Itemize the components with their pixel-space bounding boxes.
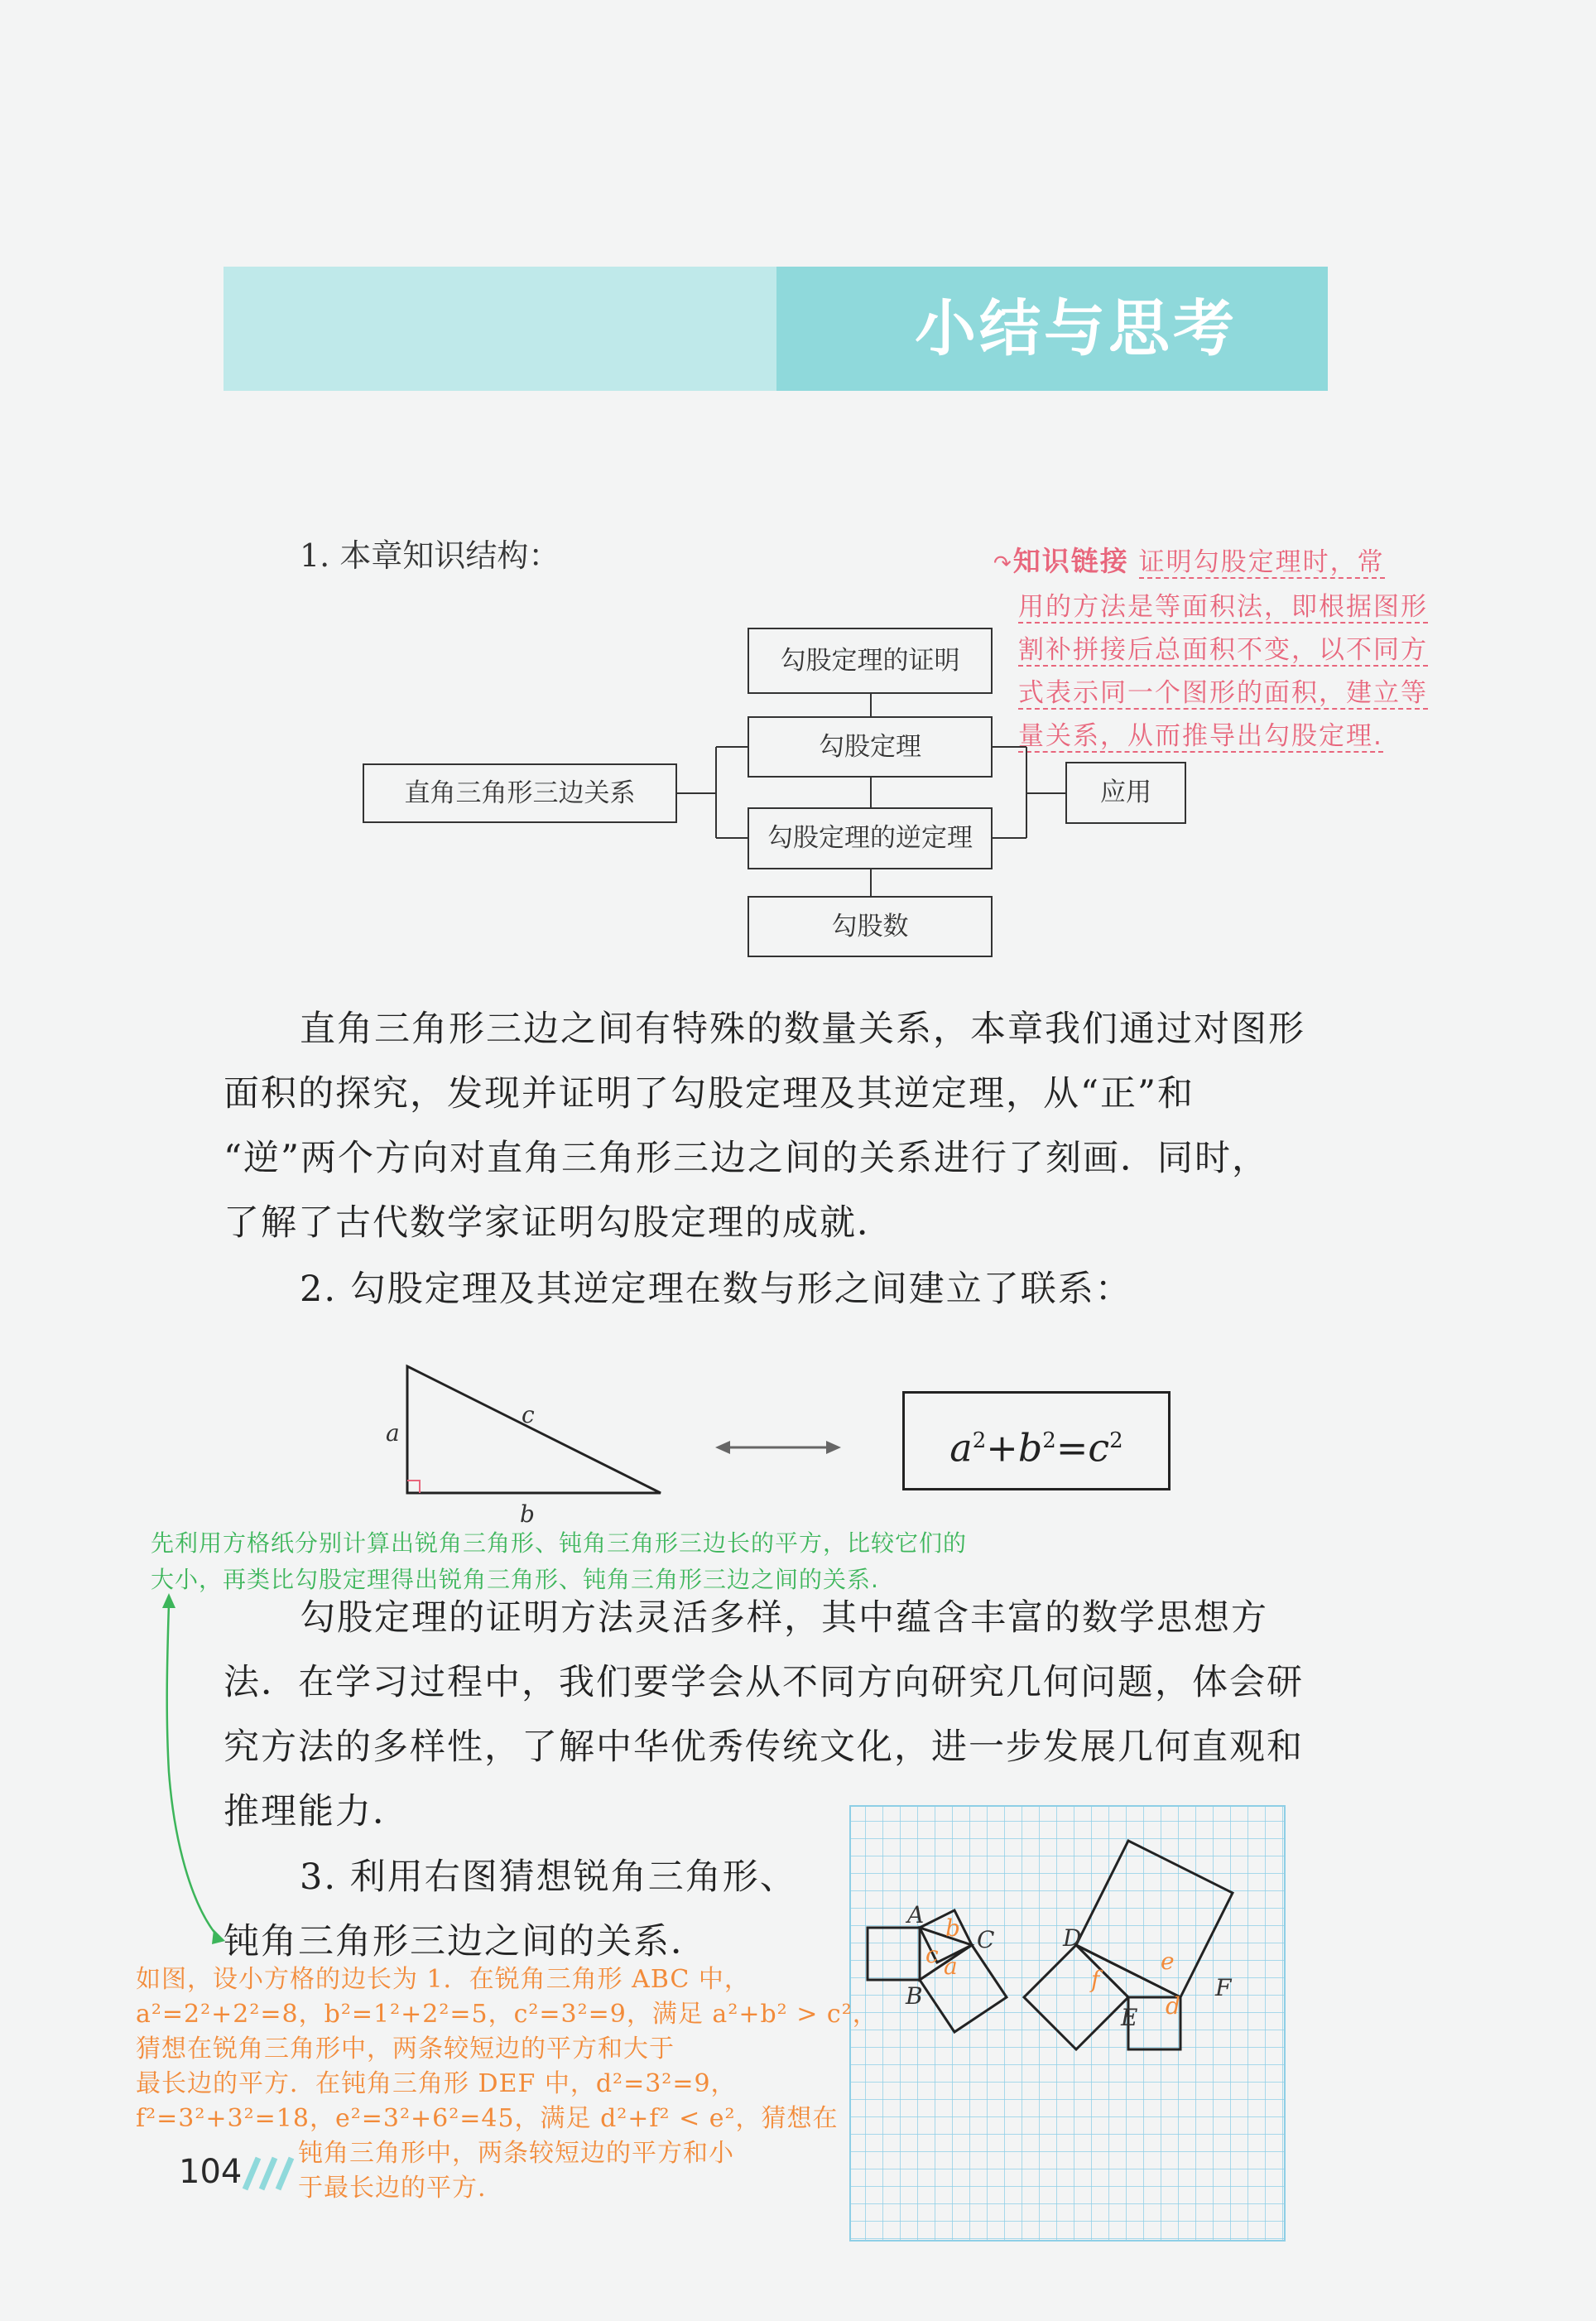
section-1-heading: 1. 本章知识结构： [300,537,560,574]
grid-label-f: f [1091,1966,1100,1993]
paragraph-line: “逆”两个方向对直角三角形三边之间的关系进行了刻画．同时， [224,1138,1269,1179]
grid-label-C: C [977,1926,995,1953]
knowledge-link-label: 知识链接 [1012,545,1129,577]
grid-label-e: e [1161,1948,1175,1975]
paragraph-line: 推理能力． [224,1791,410,1832]
double-arrow-icon [712,1431,844,1464]
page-number-slashes-icon [240,2153,301,2193]
paragraph-line: 了解了古代数学家证明勾股定理的成就． [224,1202,894,1244]
paragraph-line: 法．在学习过程中，我们要学会从不同方向研究几何问题，体会研 [224,1662,1304,1703]
box-converse-theorem: 勾股定理的逆定理 [748,807,993,869]
grid-label-c: c [925,1941,939,1968]
knowledge-link-line: 割补拼接后总面积不变，以不同方 [1018,635,1428,665]
grid-label-E: E [1121,2004,1138,2031]
knowledge-link-line: 证明勾股定理时，常 [1138,547,1385,577]
solution-line: 于最长边的平方. [298,2174,487,2203]
chapter-summary-title: 小结与思考 [915,293,1238,364]
solution-line: 猜想在锐角三角形中，两条较短边的平方和大于 [136,2034,675,2063]
triangle-label-b: b [520,1500,535,1528]
formula-a: a [949,1425,973,1471]
solution-line: f²=3²+3²=18，e²=3²+6²=45，满足 d²+f² < e²，猜想在 [136,2104,839,2133]
paragraph-line: 直角三角形三边之间有特殊的数量关系，本章我们通过对图形 [300,1009,1305,1050]
paragraph-line: 面积的探究，发现并证明了勾股定理及其逆定理，从“正”和 [224,1073,1195,1115]
green-annotation-line: 先利用方格纸分别计算出锐角三角形、钝角三角形三边长的平方，比较它们的 [151,1529,968,1557]
knowledge-link-line: 用的方法是等面积法，即根据图形 [1018,592,1428,622]
triangle-label-c: c [522,1401,535,1428]
grid-label-a: a [944,1953,958,1980]
page-number [179,2153,242,2191]
solution-line: a²=2²+2²=8，b²=1²+2²=5，c²=3²=9，满足 a²+b² > c²， [136,2000,878,2029]
grid-label-A: A [907,1901,925,1929]
formula-b: b [1017,1425,1043,1471]
box-application: 应用 [1065,762,1186,824]
solution-line: 最长边的平方．在钝角三角形 DEF 中，d²=3²=9， [136,2069,737,2098]
pythagorean-formula-box [902,1391,1171,1490]
box-pythagorean-theorem: 勾股定理 [748,716,993,778]
formula-exp: 2 [972,1428,987,1453]
formula-c: c [1088,1425,1110,1471]
knowledge-link-line: 量关系，从而推导出勾股定理. [1018,721,1383,751]
grid-label-B: B [906,1982,923,2010]
page-number-text: 104 [179,2153,243,2191]
box-right-triangle-relations: 直角三角形三边关系 [363,763,677,823]
grid-label-b: b [945,1914,960,1942]
summary-paragraph-1 [224,997,1366,1255]
right-triangle-figure [364,1358,679,1532]
box-theorem-proof: 勾股定理的证明 [748,628,993,694]
paragraph-line: 究方法的多样性，了解中华优秀传统文化，进一步发展几何直观和 [224,1726,1304,1768]
section-2-heading: 2. 勾股定理及其逆定理在数与形之间建立了联系： [300,1269,1132,1310]
formula-exp: 2 [1109,1428,1123,1453]
grid-label-d: d [1166,1992,1180,2020]
green-annotation-line: 大小，再类比勾股定理得出锐角三角形、钝角三角形三边之间的关系. [151,1566,879,1593]
solution-line: 钝角三角形中，两条较短边的平方和小 [298,2139,734,2168]
formula-equals: = [1055,1425,1089,1471]
knowledge-link-note: ↷知识链接 证明勾股定理时，常 用的方法是等面积法，即根据图形 割补拼接后总面积不变，以不同方 式表示同一个图形的面积，建立等 量关系，从而推导出勾股定理. [993,545,1428,751]
formula-plus: + [986,1425,1018,1471]
grid-label-D: D [1063,1924,1082,1952]
paragraph-line: 勾股定理的证明方法灵活多样，其中蕴含丰富的数学思想方 [300,1597,1268,1639]
section-3-question [224,1845,853,1974]
solution-line: 如图，设小方格的边长为 1．在锐角三角形 ABC 中， [136,1965,750,1994]
box-pythagorean-triples: 勾股数 [748,896,993,957]
section-3-line: 钝角三角形三边之间的关系． [224,1921,708,1962]
triangle-label-a: a [386,1419,400,1447]
grid-label-F: F [1215,1974,1232,2001]
formula-exp: 2 [1042,1428,1056,1453]
grid-figure [848,1803,1290,2259]
knowledge-link-line: 式表示同一个图形的面积，建立等 [1018,678,1428,708]
section-3-line: 3. 利用右图猜想锐角三角形、 [300,1856,797,1898]
